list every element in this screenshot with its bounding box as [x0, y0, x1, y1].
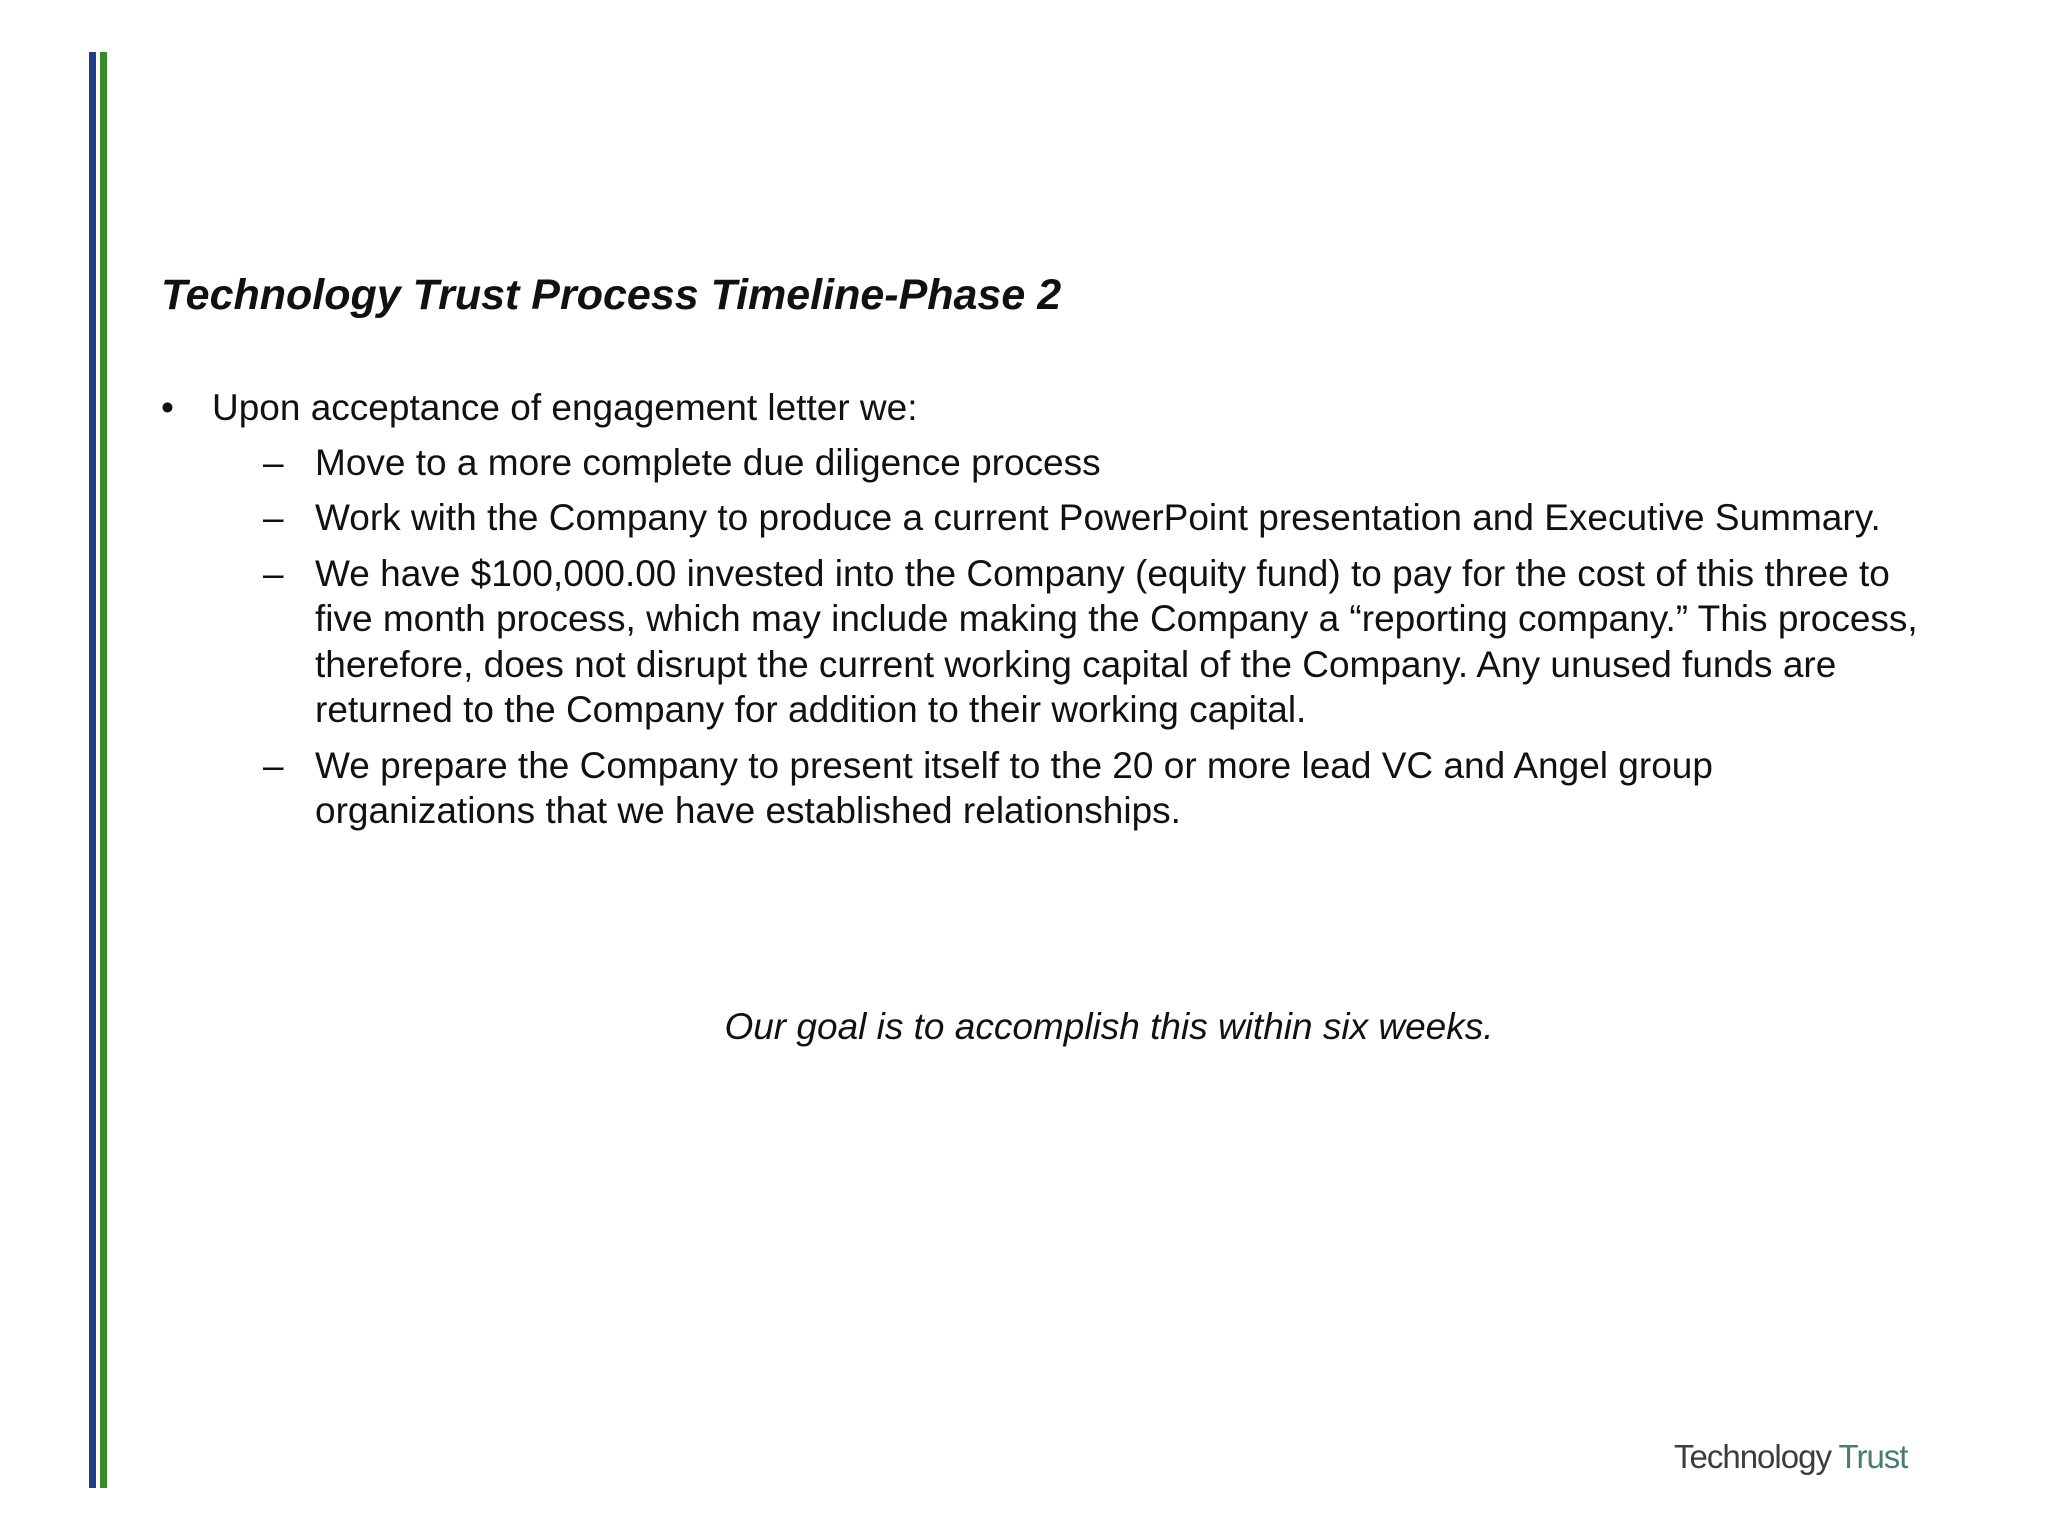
sub-item-text: We have $100,000.00 invested into the Company (equity fund) to pay for the cost of this three to five month process, which may include making the Company a “reporting company.” This process, therefore, does not disrupt the current working capital of the Company. Any unused funds are returned to the Company for addition to their working capital. [315, 552, 1918, 730]
sub-item-text: Work with the Company to produce a current PowerPoint presentation and Executive Summary. [315, 497, 1881, 538]
dash-marker: – [263, 744, 284, 786]
sub-item [263, 440, 1921, 486]
sub-item-text: Move to a more complete due diligence process [315, 441, 1101, 483]
bullet-text: Upon acceptance of engagement letter we: [212, 387, 918, 428]
logo-word-technology: Technology [1674, 1438, 1831, 1475]
sub-item [263, 743, 1921, 834]
dash-marker: – [263, 441, 284, 483]
logo-word-trust: Trust [1838, 1438, 1908, 1475]
accent-bar-green [100, 52, 107, 1488]
sub-list [161, 440, 1921, 834]
company-logo [1674, 1437, 1907, 1477]
bullet-marker: • [161, 387, 174, 428]
sub-item [263, 551, 1921, 733]
sub-item-text: We prepare the Company to present itself to the 20 or more lead VC and Angel group organizations that we have established relationships. [315, 744, 1713, 831]
goal-statement: Our goal is to accomplish this within six weeks. [724, 1006, 1494, 1047]
slide-title: Technology Trust Process Timeline-Phase 2 [161, 271, 1062, 319]
dash-marker: – [263, 552, 284, 594]
sub-item [263, 495, 1921, 541]
accent-bar-blue [89, 52, 96, 1488]
slide-content [161, 385, 1921, 844]
bullet-item [161, 385, 1921, 431]
dash-marker: – [263, 497, 284, 538]
